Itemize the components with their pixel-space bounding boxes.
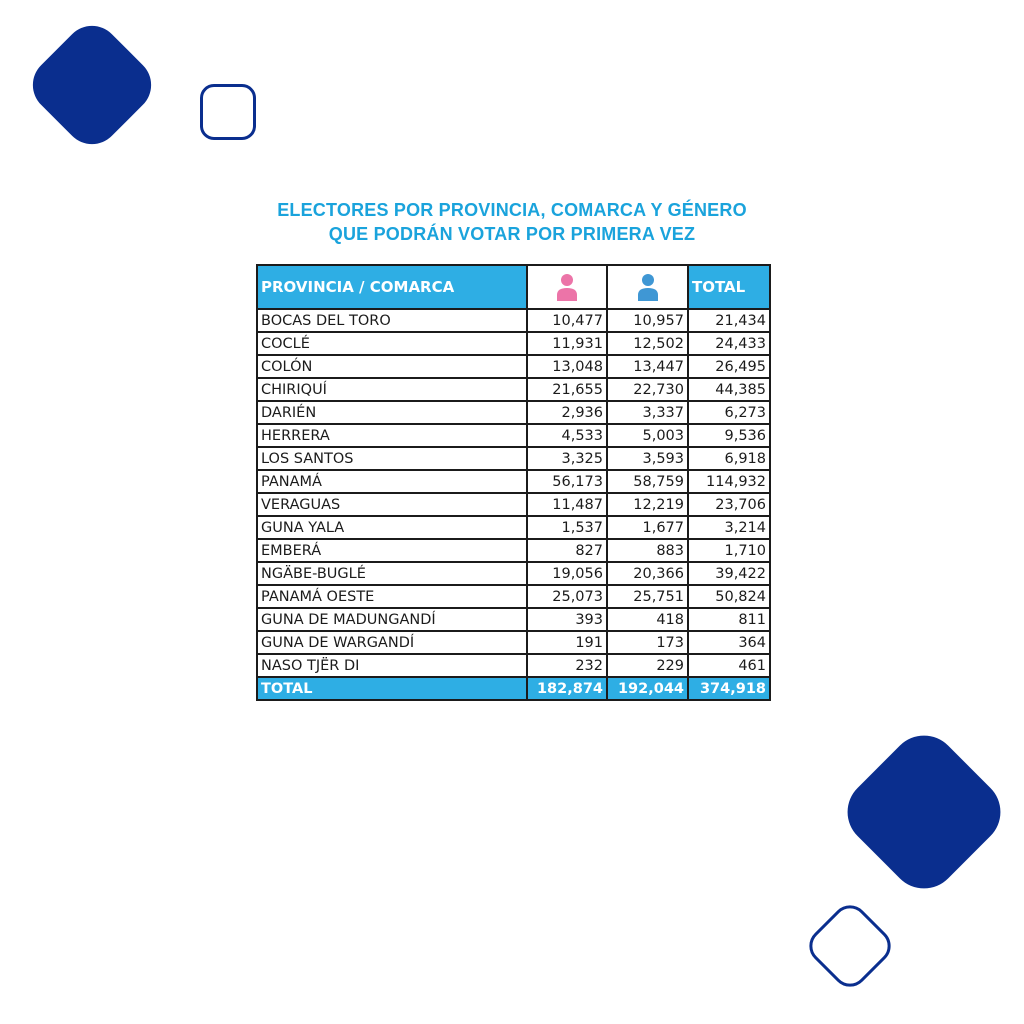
total-value-cell: 811: [688, 608, 770, 631]
men-value-cell: 3,593: [607, 447, 688, 470]
women-value-cell: 25,073: [527, 585, 607, 608]
page-title-line-1: ELECTORES POR PROVINCIA, COMARCA Y GÉNERO: [277, 200, 747, 220]
men-value-cell: 12,502: [607, 332, 688, 355]
women-value-cell: 13,048: [527, 355, 607, 378]
region-cell: CHIRIQUÍ: [257, 378, 527, 401]
table-row: [257, 539, 770, 562]
total-value-cell: 39,422: [688, 562, 770, 585]
total-value-cell: 1,710: [688, 539, 770, 562]
region-cell: NGÄBE-BUGLÉ: [257, 562, 527, 585]
region-cell: NASO TJËR DI: [257, 654, 527, 677]
women-value-cell: 3,325: [527, 447, 607, 470]
total-value-cell: 6,273: [688, 401, 770, 424]
men-value-cell: 10,957: [607, 309, 688, 332]
decorative-rounded-square-solid-bottom-right: [833, 721, 1014, 902]
women-value-cell: 4,533: [527, 424, 607, 447]
region-cell: DARIÉN: [257, 401, 527, 424]
men-value-cell: 173: [607, 631, 688, 654]
table-row: [257, 332, 770, 355]
region-cell: COLÓN: [257, 355, 527, 378]
total-value-cell: 3,214: [688, 516, 770, 539]
table-row: [257, 585, 770, 608]
men-value-cell: 229: [607, 654, 688, 677]
total-value-cell: 23,706: [688, 493, 770, 516]
decorative-rounded-square-outline-bottom-right: [802, 898, 898, 994]
women-value-cell: 19,056: [527, 562, 607, 585]
women-value-cell: 2,936: [527, 401, 607, 424]
page-title-line-2: QUE PODRÁN VOTAR POR PRIMERA VEZ: [328, 224, 696, 244]
column-header-total: TOTAL: [688, 265, 770, 309]
men-value-cell: 3,337: [607, 401, 688, 424]
region-cell: GUNA DE MADUNGANDÍ: [257, 608, 527, 631]
table-row: [257, 309, 770, 332]
region-cell: COCLÉ: [257, 332, 527, 355]
region-cell: GUNA YALA: [257, 516, 527, 539]
table-row: [257, 447, 770, 470]
voters-table: [256, 264, 771, 701]
men-value-cell: 1,677: [607, 516, 688, 539]
table-body: [257, 309, 770, 677]
women-value-cell: 827: [527, 539, 607, 562]
women-value-cell: 1,537: [527, 516, 607, 539]
women-value-cell: 232: [527, 654, 607, 677]
total-women-value: 182,874: [527, 677, 607, 700]
total-value-cell: 364: [688, 631, 770, 654]
table-row: [257, 516, 770, 539]
total-value-cell: 461: [688, 654, 770, 677]
table-row: [257, 470, 770, 493]
decorative-rounded-square-solid-top-left: [21, 14, 162, 155]
column-header-women: [527, 265, 607, 309]
table-row: [257, 493, 770, 516]
men-value-cell: 883: [607, 539, 688, 562]
table-row: [257, 631, 770, 654]
men-value-cell: 13,447: [607, 355, 688, 378]
column-header-men: [607, 265, 688, 309]
women-value-cell: 10,477: [527, 309, 607, 332]
total-value-cell: 44,385: [688, 378, 770, 401]
region-cell: GUNA DE WARGANDÍ: [257, 631, 527, 654]
total-value-cell: 114,932: [688, 470, 770, 493]
table-row: [257, 378, 770, 401]
table-row: [257, 355, 770, 378]
total-value-cell: 9,536: [688, 424, 770, 447]
table-header-row: [257, 265, 770, 309]
men-value-cell: 20,366: [607, 562, 688, 585]
men-value-cell: 5,003: [607, 424, 688, 447]
total-all-value: 374,918: [688, 677, 770, 700]
region-cell: PANAMÁ: [257, 470, 527, 493]
women-value-cell: 191: [527, 631, 607, 654]
region-cell: PANAMÁ OESTE: [257, 585, 527, 608]
total-value-cell: 6,918: [688, 447, 770, 470]
total-value-cell: 50,824: [688, 585, 770, 608]
women-value-cell: 11,931: [527, 332, 607, 355]
decorative-rounded-square-outline-top-left: [200, 84, 256, 140]
total-row-label: TOTAL: [257, 677, 527, 700]
table-row: [257, 562, 770, 585]
total-value-cell: 21,434: [688, 309, 770, 332]
table-row: [257, 654, 770, 677]
total-value-cell: 26,495: [688, 355, 770, 378]
total-value-cell: 24,433: [688, 332, 770, 355]
total-men-value: 192,044: [607, 677, 688, 700]
men-value-cell: 22,730: [607, 378, 688, 401]
men-value-cell: 58,759: [607, 470, 688, 493]
men-value-cell: 418: [607, 608, 688, 631]
women-value-cell: 21,655: [527, 378, 607, 401]
column-header-region: PROVINCIA / COMARCA: [257, 265, 527, 309]
table-row: [257, 401, 770, 424]
table-total-row: [257, 677, 770, 700]
women-value-cell: 393: [527, 608, 607, 631]
region-cell: EMBERÁ: [257, 539, 527, 562]
men-value-cell: 12,219: [607, 493, 688, 516]
female-person-icon: [555, 273, 579, 301]
table-row: [257, 608, 770, 631]
region-cell: LOS SANTOS: [257, 447, 527, 470]
male-person-icon: [636, 273, 660, 301]
men-value-cell: 25,751: [607, 585, 688, 608]
women-value-cell: 56,173: [527, 470, 607, 493]
region-cell: BOCAS DEL TORO: [257, 309, 527, 332]
table-row: [257, 424, 770, 447]
region-cell: HERRERA: [257, 424, 527, 447]
women-value-cell: 11,487: [527, 493, 607, 516]
region-cell: VERAGUAS: [257, 493, 527, 516]
